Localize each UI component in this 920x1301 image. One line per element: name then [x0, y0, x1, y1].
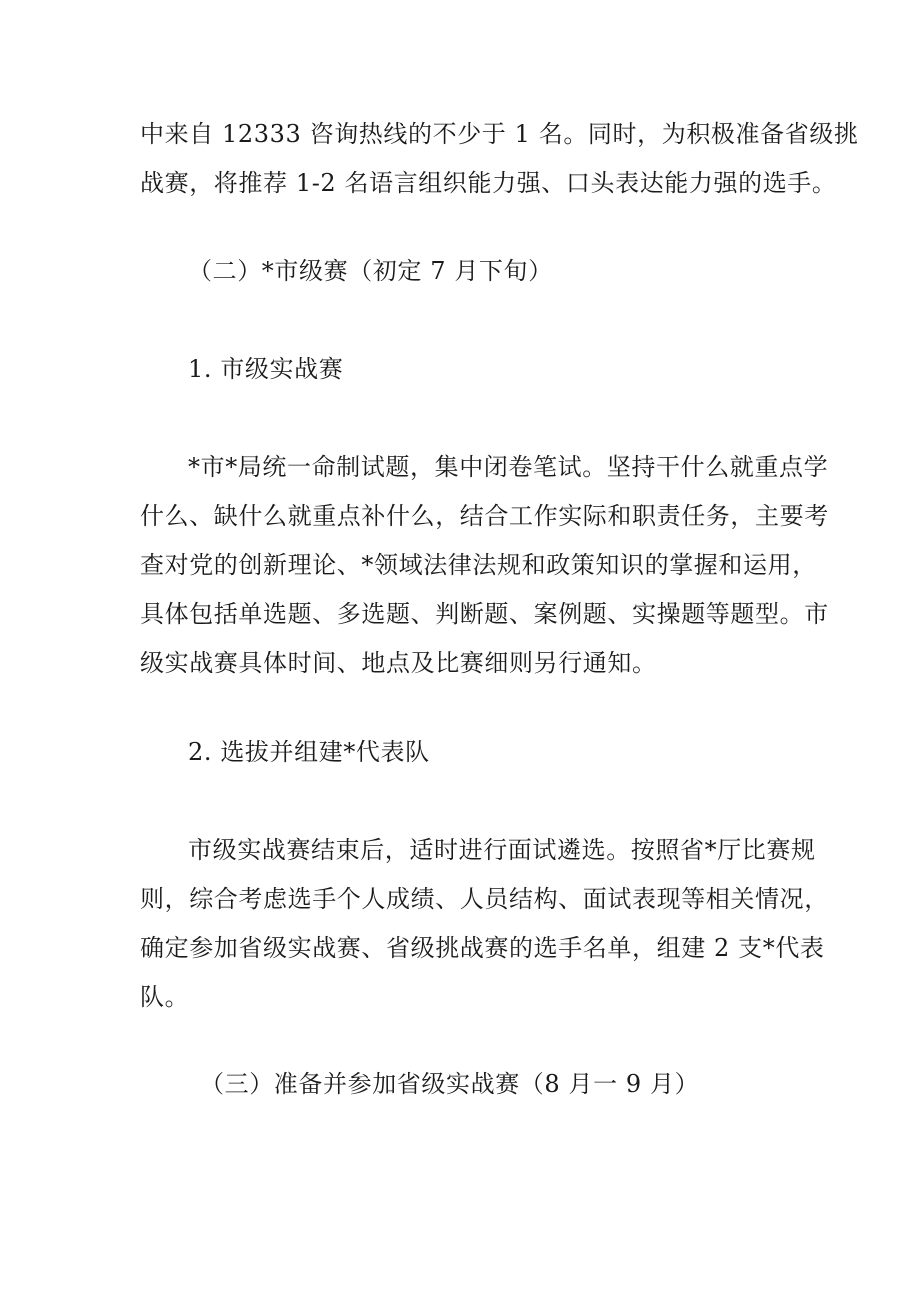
- paragraph-line: 中来自 12333 咨询热线的不少于 1 名。同时，为积极准备省级挑: [140, 120, 859, 148]
- paragraph-line: 具体包括单选题、多选题、判断题、案例题、实操题等题型。市: [140, 600, 829, 628]
- paragraph-line: 确定参加省级实战赛、省级挑战赛的选手名单，组建 2 支*代表: [140, 934, 825, 962]
- subsection-heading-2: 2. 选拔并组建*代表队: [188, 738, 430, 766]
- paragraph-line: 队。: [140, 983, 190, 1011]
- paragraph-line: 查对党的创新理论、*领域法律法规和政策知识的掌握和运用，: [140, 551, 817, 579]
- paragraph-line: 市级实战赛结束后，适时进行面试遴选。按照省*厅比赛规: [188, 836, 816, 864]
- subsection-heading-1: 1. 市级实战赛: [188, 355, 344, 383]
- paragraph-line: 战赛，将推荐 1-2 名语言组织能力强、口头表达能力强的选手。: [140, 169, 837, 197]
- paragraph-line: 什么、缺什么就重点补什么，结合工作实际和职责任务，主要考: [140, 502, 829, 530]
- section-heading-three: （三）准备并参加省级实战赛（8 月一 9 月）: [200, 1070, 700, 1098]
- paragraph-line: 则，综合考虑选手个人成绩、人员结构、面试表现等相关情况，: [140, 885, 829, 913]
- paragraph-line: 级实战赛具体时间、地点及比赛细则另行通知。: [140, 649, 657, 677]
- section-heading-two: （二）*市级赛（初定 7 月下旬）: [188, 257, 553, 285]
- paragraph-line: *市*局统一命制试题，集中闭卷笔试。坚持干什么就重点学: [188, 453, 829, 481]
